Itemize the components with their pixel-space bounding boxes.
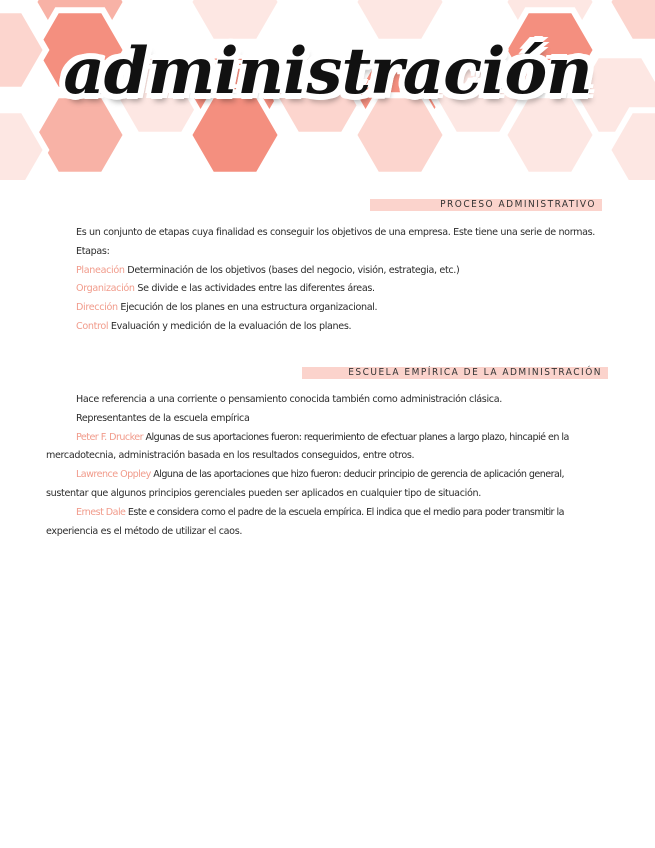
- stage-text: Ejecución de los planes en una estructura organizacional.: [117, 302, 378, 314]
- representatives-label: Representantes de la escuela empírica: [76, 412, 250, 424]
- page-title: administración: [63, 34, 592, 109]
- representative-item: [46, 504, 604, 523]
- representative-text-continued: sustentar que algunos principios gerenciales pueden ser aplicados en cualquier tipo de situación.: [46, 487, 481, 499]
- representative-name: Peter F. Drucker: [76, 431, 144, 443]
- stage-item: [46, 262, 604, 281]
- section-proceso-body: [46, 224, 604, 337]
- stage-term: Planeación: [76, 264, 125, 276]
- representative-name: Lawrence Oppley: [76, 469, 151, 481]
- stages-label: Etapas:: [76, 245, 110, 257]
- intro-paragraph: Es un conjunto de etapas cuya finalidad es conseguir los objetivos de una empresa. Este tiene una serie de normas.: [76, 227, 596, 238]
- representative-text: Este e considera como el padre de la escuela empírica. El indica que el medio para poder transmitir la: [125, 506, 564, 518]
- representative-name: Ernest Dale: [76, 506, 126, 518]
- stage-term: Organización: [76, 283, 135, 295]
- stage-text: Evaluación y medición de la evaluación de los planes.: [108, 320, 352, 332]
- representative-text: Alguna de las aportaciones que hizo fueron: deducir principio de gerencia de aplicación general,: [150, 469, 564, 481]
- section-heading-proceso: PROCESO ADMINISTRATIVO: [370, 199, 602, 211]
- stage-term: Control: [76, 320, 109, 332]
- stage-term: Dirección: [76, 302, 118, 314]
- stage-item: [46, 280, 604, 299]
- representative-text: Algunas de sus aportaciones fueron: requerimiento de efectuar planes a largo plazo, hincapié en la: [143, 431, 569, 443]
- section-escuela-body: [46, 391, 604, 541]
- representative-text-continued: mercadotecnia, administración basada en los resultados conseguidos, entre otros.: [46, 450, 415, 462]
- representative-item: [46, 429, 604, 448]
- stage-item: [46, 318, 604, 337]
- section-heading-escuela: ESCUELA EMPÍRICA DE LA ADMINISTRACIÓN: [302, 367, 608, 379]
- stage-text: Determinación de los objetivos (bases del negocio, visión, estrategia, etc.): [124, 264, 460, 276]
- intro-paragraph: Hace referencia a una corriente o pensamiento conocida también como administración clásica.: [76, 394, 502, 405]
- stage-text: Se divide e las actividades entre las diferentes áreas.: [134, 283, 375, 295]
- representative-item: [46, 466, 604, 485]
- stage-item: [46, 299, 604, 318]
- representative-text-continued: experiencia es el método de utilizar el caos.: [46, 525, 243, 537]
